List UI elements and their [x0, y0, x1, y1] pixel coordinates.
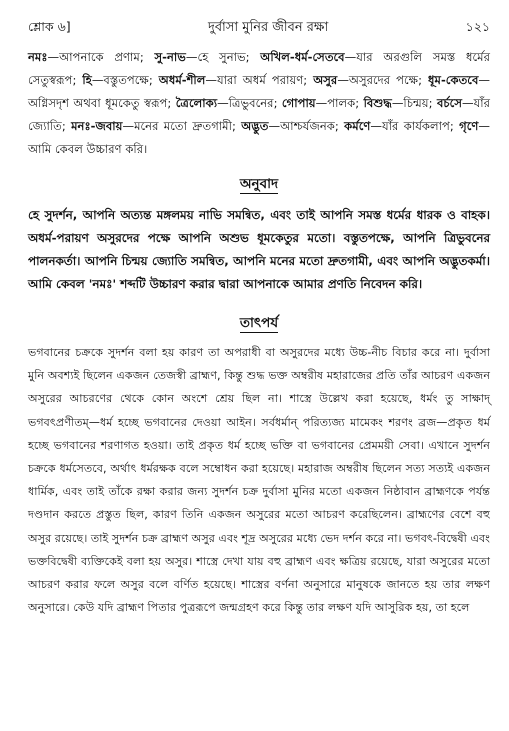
gloss-meaning: যার অরগুলি সমস্ত ধর্মের সেতুস্বরূপ — [28, 50, 490, 87]
gloss-meaning: অগ্নিসদৃশ অথবা ধূমকেতু স্বরূপ — [28, 96, 168, 110]
gloss-word: ত্রৈলোক্য — [175, 96, 218, 110]
gloss-meaning: আশ্চর্যজনক — [280, 119, 335, 133]
purport-text: ভগবানের চক্রকে সুদর্শন বলা হয় কারণ তা অপরাধী বা অসুরদের মধ্যে উচ্চ-নীচ বিচার করে না। দুর্বাসা মুনি অবশ্যই ছিলেন একজন তেজস্বী ব্রাহ্মণ, কিন্তু শুদ্ধ ভক্ত অম্বরীষ মহারাজের প্রতি তাঁর আচরণ একজন অসুরের আচরণের থেকে কোন অংশে শ্রেয় ছিল না। শাস্ত্রে উল্লেখ করা হয়েছে, ধর্মং তু সাক্ষাদ্ ভগবৎপ্রণীতম্—ধর্ম হচ্ছে ভগবানের দেওয়া আইন। সর্বধর্মান্ পরিত্যজ্য মামেকং শরণং ব্রজ—প্রকৃত ধর্ম হচ্ছে ভগবানের শরণাগত হওয়া। তাই প্রকৃত ধর্ম হচ্ছে ভক্তি বা ভগবানের প্রেমময়ী সেবা। এখানে সুদর্শন চক্রকে ধর্মসেতবে, অর্থাৎ ধর্মরক্ষক বলে সম্বোধন করা হয়েছে। মহারাজ অম্বরীষ ছিলেন সত্য সত্যই একজন ধার্মিক, এবং তাই তাঁকে রক্ষা করার জন্য সুদর্শন চক্র দুর্বাসা মুনির মতো একজন নিষ্ঠাবান ব্রাহ্মণকে পর্যন্ত দণ্ডদান করতে প্রস্তুত ছিল, কারণ তিনি একজন অসুরের মতো আচরণ করেছিলেন। ব্রাহ্মণের বেশে বহু অসুর রয়েছে। তাই সুদর্শন চক্র ব্রাহ্মণ অসুর এবং শূদ্র অসুরের মধ্যে ভেদ দর্শন করে না। ভগবৎ-বিদ্বেষী এবং ভক্তবিদ্বেষী ব্যক্তিকেই বলা হয় অসুর। শাস্ত্রে দেখা যায় বহু ব্রাহ্মণ এবং ক্ষত্রিয় রয়েছে, যারা অসুরের মতো আচরণ করার ফলে অসুর বলে বর্ণিত হয়েছে। শাস্ত্রের বর্ণনা অনুসারে মানুষকে জানতে হয় তার লক্ষণ অনুসারে। কেউ যদি ব্রাহ্মণ পিতার পুত্ররূপে জন্মগ্রহণ করে কিন্তু তার লক্ষণ যদি আসুরিক হয়, তা হলে — [28, 346, 490, 615]
gloss-word: নমঃ — [28, 50, 48, 64]
gloss-word: বিশুদ্ধ — [363, 96, 392, 110]
gloss-word: গোপায় — [281, 96, 316, 110]
gloss-meaning: হে সুনাভ — [197, 50, 246, 64]
gloss-meaning: ত্রিভুবনের — [228, 96, 274, 110]
gloss-word: অধর্ম-শীল — [158, 73, 206, 87]
page-number: ১২১ — [465, 19, 490, 34]
gloss-word: হি — [82, 73, 92, 87]
purport-heading — [28, 312, 490, 335]
gloss-word: অসুর — [313, 73, 338, 87]
gloss-meaning: যাঁর জ্যোতি — [28, 96, 490, 133]
gloss-word: কর্মণে — [344, 119, 371, 133]
gloss-meaning: পালক — [327, 96, 356, 110]
gloss-word: ধূম-কেতবে — [428, 73, 479, 87]
gloss-meaning: যারা অধর্ম পরায়ণ — [216, 73, 304, 87]
chapter-title: দুর্বাসা মুনির জীবন রক্ষা — [207, 20, 329, 35]
gloss-meaning: বস্তুতপক্ষে — [103, 73, 149, 87]
gloss-word: অখিল-ধর্ম-সেতবে — [260, 50, 345, 64]
word-for-word-synonyms: নমঃ—আপনাকে প্রণাম; সু-নাভ—হে সুনাভ; অখিল-ধর্ম-সেতবে—যার অরগুলি সমস্ত ধর্মের সেতুস্বরূপ; হি—বস্তুতপক্ষে; অধর্ম-শীল—যারা অধর্ম পরায়ণ; অসুর—অসুরদের পক্ষে; ধূম-কেতবে—অগ্নিসদৃশ অথবা ধূমকেতু স্বরূপ; ত্রৈলোক্য—ত্রিভুবনের; গোপায়—পালক; বিশুদ্ধ—চিন্ময়; বর্চসে—যাঁর জ্যোতি; মনঃ-জবায়—মনের মতো দ্রুতগামী; অদ্ভুত—আশ্চর্যজনক; কর্মণে—যাঁর কার্যকলাপ; গৃণে—আমি কেবল উচ্চারণ করি। — [28, 50, 491, 156]
gloss-meaning: আমি কেবল উচ্চারণ করি। — [28, 142, 148, 156]
gloss-word: মনঃ-জবায় — [71, 119, 123, 133]
translation-text: হে সুদর্শন, আপনি অত্যন্ত মঙ্গলময় নাভি সমন্বিত, এবং তাই আপনি সমস্ত ধর্মের ধারক ও বাহক। অধর্ম-পরায়ণ অসুরদের পক্ষে আপনি অশুভ ধূমকেতুর মতো। বস্তুতপক্ষে, আপনি ত্রিভুবনের পালনকর্তা। আপনি চিন্ময় জ্যোতি সমন্বিত, আপনি মনের মতো দ্রুতগামী, এবং আপনি অদ্ভুতকর্মা। আমি কেবল 'নমঃ' শব্দটি উচ্চারণ করার দ্বারা আপনাকে আমার প্রণতি নিবেদন করি। — [28, 208, 490, 291]
gloss-word: সু-নাভ — [154, 50, 186, 64]
purport-heading-text: তাৎপর্য — [239, 315, 279, 331]
gloss-meaning: চিন্ময় — [403, 96, 429, 110]
gloss-meaning: মনের মতো দ্রুতগামী — [134, 119, 232, 133]
gloss-word: গৃণে — [459, 119, 479, 133]
running-header — [28, 14, 490, 40]
gloss-word: অদ্ভুত — [241, 119, 269, 133]
gloss-meaning: অসুরদের পক্ষে — [348, 73, 419, 87]
gloss-meaning: যাঁর কার্যকলাপ — [381, 119, 450, 133]
translation-heading — [28, 173, 490, 196]
gloss-meaning: আপনাকে প্রণাম — [59, 50, 140, 64]
book-page — [28, 14, 490, 720]
verse-reference: শ্লোক ৬] — [28, 19, 71, 34]
gloss-word: বর্চসে — [436, 96, 462, 110]
translation-heading-text: অনুবাদ — [239, 176, 279, 192]
